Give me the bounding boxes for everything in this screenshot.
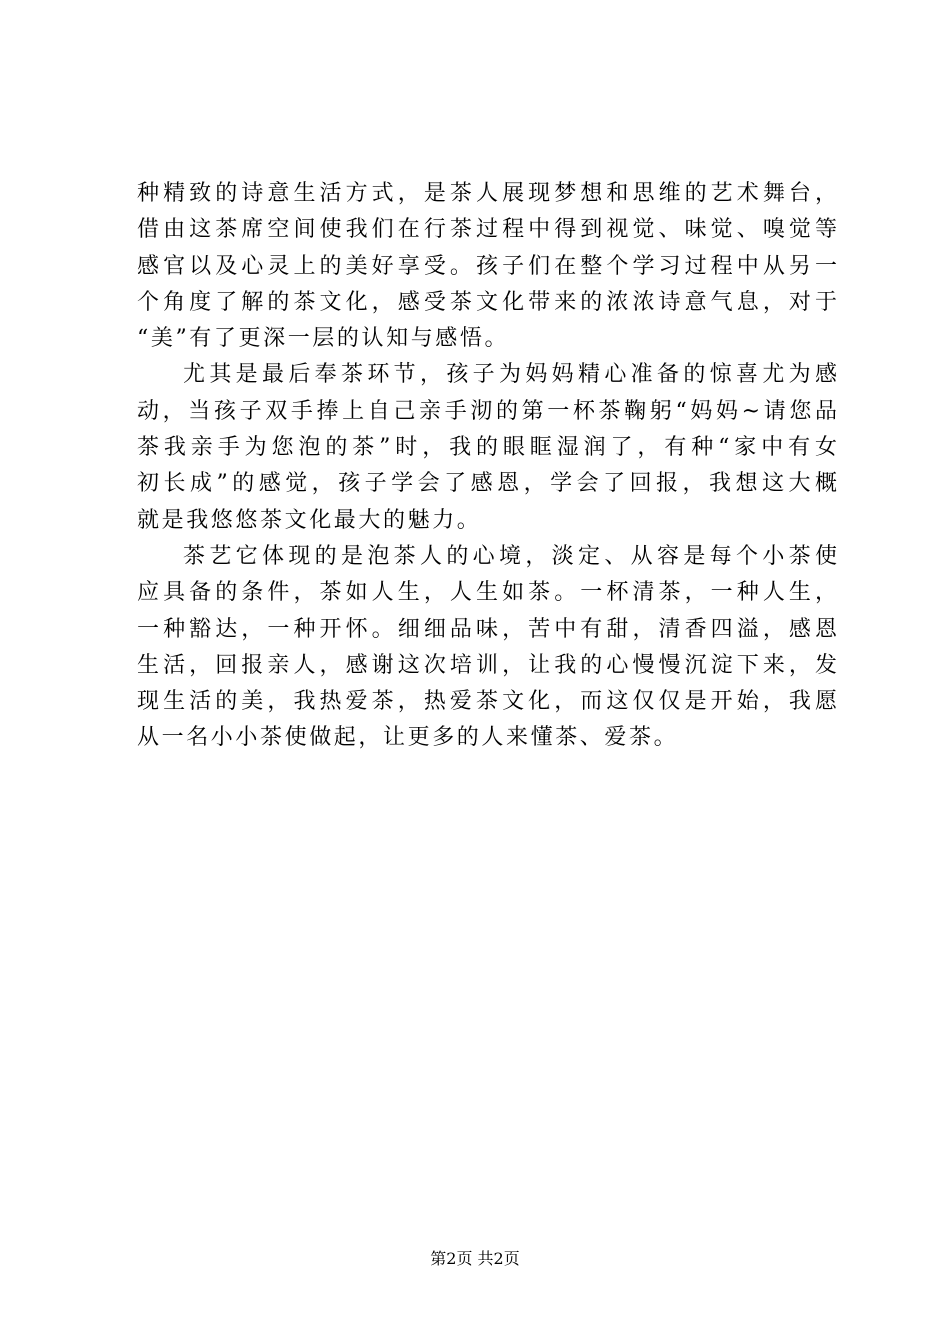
paragraph-3-line-6: 从一名小小茶使做起，让更多的人来懂茶、爱茶。 [137,725,679,751]
paragraph-3-line-1: 茶艺它体现的是泡茶人的心境，淡定、从容是每个小茶使 [183,543,837,569]
paragraph-2-line-4: 初长成”的感觉，孩子学会了感恩，学会了回报，我想这大概 [137,471,837,497]
page-number-footer: 第2页 共2页 [430,1249,520,1268]
paragraph-1-line-3: 感官以及心灵上的美好享受。孩子们在整个学习过程中从另一 [137,253,837,279]
paragraph-3-line-3: 一种豁达，一种开怀。细细品味，苦中有甜，清香四溢，感恩 [137,616,837,642]
paragraph-1-line-1: 种精致的诗意生活方式，是茶人展现梦想和思维的艺术舞台， [137,181,837,206]
document-body [137,176,837,757]
paragraph-1-line-2: 借由这茶席空间使我们在行茶过程中得到视觉、味觉、嗅觉等 [137,217,837,243]
paragraph-2-line-5: 就是我悠悠茶文化最大的魅力。 [137,507,482,533]
paragraph-3-line-5: 现生活的美，我热爱茶，热爱茶文化，而这仅仅是开始，我愿 [137,689,837,715]
paragraph-3-line-2: 应具备的条件，茶如人生，人生如茶。一杯清茶，一种人生， [137,580,837,606]
paragraph-2-line-3: 茶我亲手为您泡的茶”时，我的眼眶湿润了，有种“家中有女 [137,435,837,461]
paragraph-3-line-4: 生活，回报亲人，感谢这次培训，让我的心慢慢沉淀下来，发 [137,652,837,678]
paragraph-2-line-1: 尤其是最后奉茶环节，孩子为妈妈精心准备的惊喜尤为感 [183,362,837,388]
paragraph-1-line-5: “美”有了更深一层的认知与感悟。 [137,326,510,352]
paragraph-1-line-4: 个角度了解的茶文化，感受茶文化带来的浓浓诗意气息，对于 [137,289,837,315]
paragraph-2-line-2: 动，当孩子双手捧上自己亲手沏的第一杯茶鞠躬“妈妈~请您品 [137,398,837,424]
